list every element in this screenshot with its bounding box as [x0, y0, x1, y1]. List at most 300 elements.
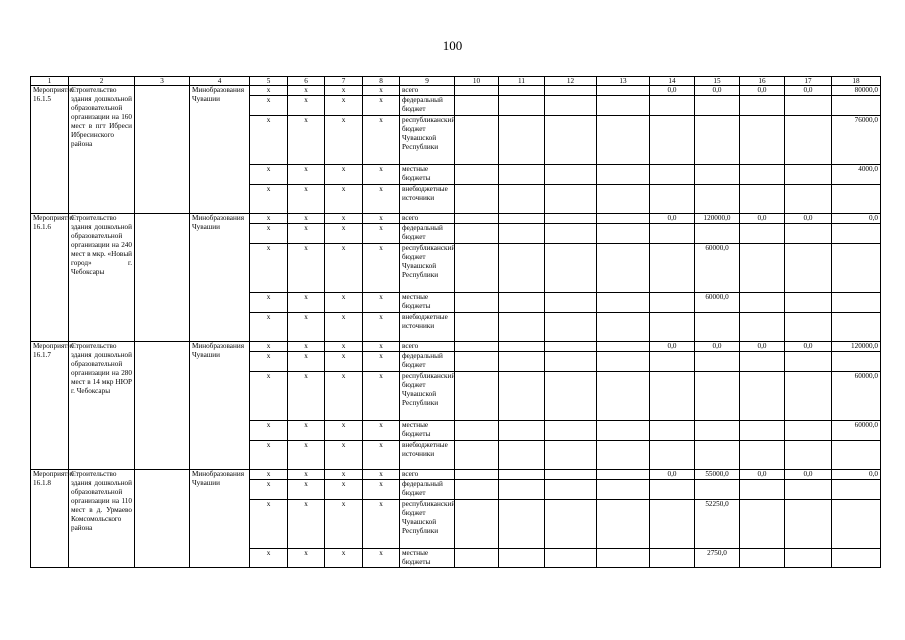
x-cell: x — [288, 372, 325, 421]
header-cell: 6 — [288, 77, 325, 86]
x-cell: x — [250, 185, 288, 214]
empty-cell — [597, 470, 650, 480]
empty-cell — [499, 441, 545, 470]
x-cell: x — [288, 224, 325, 244]
empty-cell — [135, 214, 190, 342]
empty-cell — [499, 165, 545, 185]
x-cell: x — [363, 421, 400, 441]
empty-cell — [545, 372, 597, 421]
x-cell: x — [325, 441, 363, 470]
value-cell: 0,0 — [832, 214, 881, 224]
empty-cell — [545, 313, 597, 342]
empty-cell — [545, 480, 597, 500]
x-cell: x — [363, 352, 400, 372]
value-cell: 80000,0 — [832, 86, 881, 96]
value-cell — [650, 480, 695, 500]
empty-cell — [499, 470, 545, 480]
empty-cell — [455, 293, 499, 313]
value-cell — [740, 352, 785, 372]
x-cell: x — [288, 441, 325, 470]
x-cell: x — [363, 244, 400, 293]
event-cell: Мероприятие 16.1.6 — [31, 214, 69, 342]
x-cell: x — [363, 116, 400, 165]
x-cell: x — [325, 352, 363, 372]
value-cell: 60000,0 — [695, 244, 740, 293]
value-cell — [650, 500, 695, 549]
x-cell: x — [288, 86, 325, 96]
value-cell — [650, 116, 695, 165]
value-cell: 4000,0 — [832, 165, 881, 185]
header-cell: 10 — [455, 77, 499, 86]
source-label: федеральный бюджет — [400, 480, 455, 500]
empty-cell — [597, 293, 650, 313]
header-cell: 18 — [832, 77, 881, 86]
value-cell — [695, 352, 740, 372]
x-cell: x — [325, 96, 363, 116]
value-cell — [650, 352, 695, 372]
empty-cell — [455, 185, 499, 214]
value-cell — [695, 224, 740, 244]
x-cell: x — [325, 372, 363, 421]
header-cell: 16 — [740, 77, 785, 86]
source-label: всего — [400, 86, 455, 96]
value-cell — [740, 549, 785, 568]
x-cell: x — [325, 293, 363, 313]
empty-cell — [545, 293, 597, 313]
empty-cell — [455, 342, 499, 352]
value-cell — [740, 244, 785, 293]
empty-cell — [499, 224, 545, 244]
empty-cell — [455, 470, 499, 480]
value-cell — [740, 372, 785, 421]
x-cell: x — [250, 86, 288, 96]
x-cell: x — [250, 96, 288, 116]
source-label: федеральный бюджет — [400, 96, 455, 116]
x-cell: x — [325, 165, 363, 185]
empty-cell — [455, 96, 499, 116]
x-cell: x — [250, 441, 288, 470]
value-cell — [785, 293, 832, 313]
empty-cell — [545, 441, 597, 470]
value-cell: 0,0 — [650, 470, 695, 480]
value-cell — [695, 165, 740, 185]
empty-cell — [499, 185, 545, 214]
source-label: внебюджетные источники — [400, 185, 455, 214]
value-cell — [740, 224, 785, 244]
executor-cell: Минобразования Чувашии — [190, 214, 250, 342]
x-cell: x — [250, 313, 288, 342]
value-cell — [832, 185, 881, 214]
empty-cell — [545, 352, 597, 372]
header-cell: 17 — [785, 77, 832, 86]
empty-cell — [597, 214, 650, 224]
value-cell: 55000,0 — [695, 470, 740, 480]
empty-cell — [455, 224, 499, 244]
value-cell: 52250,0 — [695, 500, 740, 549]
name-cell: Строительство здания дошкольной образовательной организации на 240 мест в мкр. «Новый город» г. Чебоксары — [69, 214, 135, 342]
empty-cell — [545, 185, 597, 214]
header-cell: 9 — [400, 77, 455, 86]
x-cell: x — [325, 224, 363, 244]
empty-cell — [499, 244, 545, 293]
x-cell: x — [363, 86, 400, 96]
value-cell — [650, 293, 695, 313]
empty-cell — [597, 480, 650, 500]
empty-cell — [597, 165, 650, 185]
value-cell — [785, 224, 832, 244]
value-cell — [650, 244, 695, 293]
value-cell: 0,0 — [695, 342, 740, 352]
name-cell: Строительство здания дошкольной образовательной организации на 160 мест в пгт Ибреси Ибресинского района — [69, 86, 135, 214]
empty-cell — [597, 500, 650, 549]
empty-cell — [455, 313, 499, 342]
x-cell: x — [363, 224, 400, 244]
value-cell — [650, 549, 695, 568]
value-cell — [785, 549, 832, 568]
x-cell: x — [363, 372, 400, 421]
value-cell: 76000,0 — [832, 116, 881, 165]
event-cell: Мероприятие 16.1.8 — [31, 470, 69, 568]
header-cell: 14 — [650, 77, 695, 86]
header-cell: 12 — [545, 77, 597, 86]
value-cell — [832, 244, 881, 293]
value-cell: 0,0 — [785, 342, 832, 352]
value-cell — [785, 352, 832, 372]
header-cell: 1 — [31, 77, 69, 86]
value-cell — [785, 96, 832, 116]
x-cell: x — [363, 470, 400, 480]
x-cell: x — [325, 470, 363, 480]
x-cell: x — [288, 342, 325, 352]
x-cell: x — [325, 185, 363, 214]
table-row — [31, 342, 881, 352]
value-cell — [740, 421, 785, 441]
value-cell: 60000,0 — [695, 293, 740, 313]
x-cell: x — [363, 214, 400, 224]
empty-cell — [545, 214, 597, 224]
value-cell: 0,0 — [785, 470, 832, 480]
value-cell — [650, 313, 695, 342]
empty-cell — [499, 480, 545, 500]
value-cell — [650, 96, 695, 116]
value-cell: 60000,0 — [832, 372, 881, 421]
x-cell: x — [325, 549, 363, 568]
source-label: внебюджетные источники — [400, 441, 455, 470]
value-cell: 120000,0 — [832, 342, 881, 352]
empty-cell — [455, 244, 499, 293]
source-label: всего — [400, 342, 455, 352]
value-cell — [740, 116, 785, 165]
empty-cell — [545, 224, 597, 244]
empty-cell — [455, 500, 499, 549]
empty-cell — [499, 214, 545, 224]
value-cell — [785, 480, 832, 500]
empty-cell — [499, 500, 545, 549]
x-cell: x — [250, 549, 288, 568]
value-cell: 0,0 — [695, 86, 740, 96]
x-cell: x — [363, 313, 400, 342]
value-cell: 120000,0 — [695, 214, 740, 224]
value-cell — [740, 96, 785, 116]
x-cell: x — [325, 342, 363, 352]
empty-cell — [597, 352, 650, 372]
source-label: местные бюджеты — [400, 293, 455, 313]
empty-cell — [455, 116, 499, 165]
empty-cell — [597, 244, 650, 293]
empty-cell — [545, 342, 597, 352]
x-cell: x — [325, 86, 363, 96]
header-cell: 8 — [363, 77, 400, 86]
value-cell — [785, 421, 832, 441]
value-cell: 0,0 — [785, 86, 832, 96]
header-cell: 4 — [190, 77, 250, 86]
value-cell — [695, 116, 740, 165]
value-cell — [695, 96, 740, 116]
x-cell: x — [363, 96, 400, 116]
x-cell: x — [325, 244, 363, 293]
value-cell — [832, 549, 881, 568]
x-cell: x — [288, 185, 325, 214]
x-cell: x — [288, 96, 325, 116]
source-label: всего — [400, 470, 455, 480]
table-header-row — [31, 77, 881, 86]
empty-cell — [455, 352, 499, 372]
source-label: республиканский бюджет Чувашской Республики — [400, 116, 455, 165]
x-cell: x — [250, 352, 288, 372]
empty-cell — [545, 116, 597, 165]
empty-cell — [455, 165, 499, 185]
empty-cell — [597, 224, 650, 244]
value-cell — [650, 224, 695, 244]
x-cell: x — [363, 293, 400, 313]
empty-cell — [545, 165, 597, 185]
empty-cell — [455, 549, 499, 568]
empty-cell — [499, 549, 545, 568]
source-label: внебюджетные источники — [400, 313, 455, 342]
empty-cell — [597, 342, 650, 352]
value-cell: 0,0 — [740, 214, 785, 224]
value-cell — [832, 313, 881, 342]
empty-cell — [597, 185, 650, 214]
value-cell — [695, 421, 740, 441]
empty-cell — [597, 96, 650, 116]
source-label: республиканский бюджет Чувашской Республики — [400, 500, 455, 549]
source-label: всего — [400, 214, 455, 224]
x-cell: x — [250, 421, 288, 441]
header-cell: 5 — [250, 77, 288, 86]
value-cell: 0,0 — [740, 86, 785, 96]
empty-cell — [597, 441, 650, 470]
value-cell — [832, 500, 881, 549]
name-cell: Строительство здания дошкольной образовательной организации на 110 мест в д. Урмаево Комсомольского района — [69, 470, 135, 568]
x-cell: x — [325, 214, 363, 224]
value-cell — [650, 165, 695, 185]
empty-cell — [135, 86, 190, 214]
x-cell: x — [325, 421, 363, 441]
empty-cell — [597, 372, 650, 421]
value-cell — [785, 165, 832, 185]
x-cell: x — [288, 165, 325, 185]
empty-cell — [545, 549, 597, 568]
x-cell: x — [363, 441, 400, 470]
empty-cell — [545, 244, 597, 293]
x-cell: x — [250, 470, 288, 480]
empty-cell — [455, 372, 499, 421]
x-cell: x — [363, 185, 400, 214]
empty-cell — [545, 96, 597, 116]
x-cell: x — [288, 244, 325, 293]
empty-cell — [597, 421, 650, 441]
event-cell: Мероприятие 16.1.7 — [31, 342, 69, 470]
value-cell — [740, 293, 785, 313]
value-cell — [785, 244, 832, 293]
source-label: республиканский бюджет Чувашской Республики — [400, 372, 455, 421]
value-cell — [832, 352, 881, 372]
empty-cell — [597, 549, 650, 568]
value-cell — [785, 185, 832, 214]
empty-cell — [499, 96, 545, 116]
empty-cell — [135, 342, 190, 470]
value-cell: 2750,0 — [695, 549, 740, 568]
value-cell — [740, 441, 785, 470]
x-cell: x — [250, 116, 288, 165]
value-cell — [650, 185, 695, 214]
value-cell — [785, 116, 832, 165]
value-cell: 0,0 — [785, 214, 832, 224]
value-cell — [785, 313, 832, 342]
header-cell: 13 — [597, 77, 650, 86]
empty-cell — [545, 500, 597, 549]
x-cell: x — [250, 500, 288, 549]
value-cell — [740, 313, 785, 342]
name-cell: Строительство здания дошкольной образовательной организации на 280 мест в 14 мкр НЮР г. Чебоксары — [69, 342, 135, 470]
empty-cell — [499, 372, 545, 421]
empty-cell — [597, 116, 650, 165]
x-cell: x — [250, 244, 288, 293]
empty-cell — [499, 313, 545, 342]
source-label: местные бюджеты — [400, 549, 455, 568]
value-cell — [832, 441, 881, 470]
x-cell: x — [363, 549, 400, 568]
value-cell: 0,0 — [650, 86, 695, 96]
x-cell: x — [325, 480, 363, 500]
header-cell: 7 — [325, 77, 363, 86]
x-cell: x — [363, 500, 400, 549]
value-cell — [832, 96, 881, 116]
header-cell: 3 — [135, 77, 190, 86]
source-label: федеральный бюджет — [400, 352, 455, 372]
source-label: местные бюджеты — [400, 165, 455, 185]
value-cell: 0,0 — [740, 470, 785, 480]
empty-cell — [499, 293, 545, 313]
header-cell: 2 — [69, 77, 135, 86]
x-cell: x — [288, 352, 325, 372]
x-cell: x — [363, 165, 400, 185]
value-cell — [740, 165, 785, 185]
value-cell — [832, 293, 881, 313]
value-cell: 0,0 — [650, 214, 695, 224]
header-cell: 15 — [695, 77, 740, 86]
value-cell — [650, 372, 695, 421]
value-cell — [785, 500, 832, 549]
value-cell: 0,0 — [740, 342, 785, 352]
x-cell: x — [288, 549, 325, 568]
empty-cell — [455, 421, 499, 441]
source-label: местные бюджеты — [400, 421, 455, 441]
source-label: республиканский бюджет Чувашской Республики — [400, 244, 455, 293]
empty-cell — [597, 313, 650, 342]
executor-cell: Минобразования Чувашии — [190, 342, 250, 470]
value-cell — [650, 441, 695, 470]
x-cell: x — [250, 224, 288, 244]
page-number: 100 — [442, 38, 463, 53]
table-row — [31, 86, 881, 96]
x-cell: x — [325, 313, 363, 342]
executor-cell: Минобразования Чувашии — [190, 86, 250, 214]
event-cell: Мероприятие 16.1.5 — [31, 86, 69, 214]
x-cell: x — [325, 116, 363, 165]
x-cell: x — [325, 500, 363, 549]
empty-cell — [499, 421, 545, 441]
empty-cell — [455, 214, 499, 224]
x-cell: x — [288, 214, 325, 224]
value-cell — [695, 480, 740, 500]
x-cell: x — [363, 342, 400, 352]
x-cell: x — [288, 313, 325, 342]
value-cell — [832, 480, 881, 500]
value-cell: 0,0 — [832, 470, 881, 480]
value-cell — [695, 441, 740, 470]
empty-cell — [545, 421, 597, 441]
value-cell — [695, 372, 740, 421]
x-cell: x — [250, 214, 288, 224]
value-cell — [740, 480, 785, 500]
x-cell: x — [288, 470, 325, 480]
value-cell — [695, 185, 740, 214]
table-row — [31, 214, 881, 224]
x-cell: x — [288, 293, 325, 313]
x-cell: x — [288, 480, 325, 500]
x-cell: x — [250, 293, 288, 313]
empty-cell — [597, 86, 650, 96]
x-cell: x — [250, 342, 288, 352]
empty-cell — [499, 352, 545, 372]
value-cell — [740, 185, 785, 214]
x-cell: x — [363, 480, 400, 500]
empty-cell — [545, 86, 597, 96]
value-cell — [695, 313, 740, 342]
empty-cell — [455, 441, 499, 470]
x-cell: x — [250, 480, 288, 500]
value-cell: 0,0 — [650, 342, 695, 352]
x-cell: x — [288, 116, 325, 165]
value-cell: 60000,0 — [832, 421, 881, 441]
header-cell: 11 — [499, 77, 545, 86]
x-cell: x — [288, 500, 325, 549]
empty-cell — [499, 342, 545, 352]
empty-cell — [455, 86, 499, 96]
value-cell — [785, 372, 832, 421]
value-cell — [740, 500, 785, 549]
executor-cell: Минобразования Чувашии — [190, 470, 250, 568]
value-cell — [650, 421, 695, 441]
table-row — [31, 470, 881, 480]
empty-cell — [545, 470, 597, 480]
empty-cell — [499, 116, 545, 165]
source-label: федеральный бюджет — [400, 224, 455, 244]
x-cell: x — [288, 421, 325, 441]
x-cell: x — [250, 372, 288, 421]
